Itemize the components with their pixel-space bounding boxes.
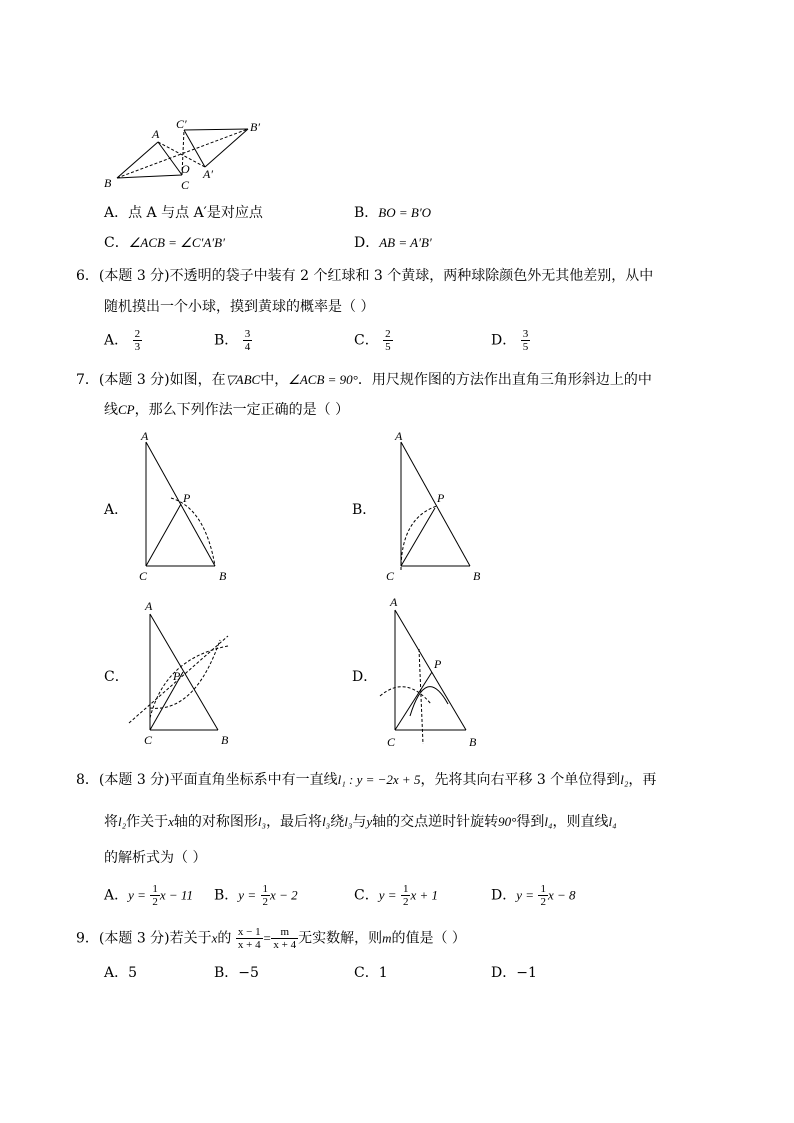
q5-label-Ap: A′ — [203, 167, 213, 181]
q7-stem-part3: ．用尺规作图的方法作出直角三角形斜边上的中 — [357, 372, 652, 388]
q9-option-c — [354, 963, 388, 983]
q7b-arc — [401, 506, 437, 570]
q8-stem-part12: ，则直线 — [552, 814, 609, 830]
q6-option-a-fraction — [133, 328, 143, 353]
q8-stem-part7: ，最后将 — [266, 814, 323, 830]
q9-option-a-label: A． — [104, 965, 129, 981]
q8-option-b-pre: y = — [238, 887, 257, 903]
q5-seg-BpAp — [205, 129, 248, 167]
q8-option-b-post: x − 2 — [270, 887, 298, 903]
q9-option-d — [491, 963, 537, 983]
q9-var-m: m — [382, 930, 392, 946]
q5-option-d-math: AB = A′B′ — [379, 235, 432, 250]
q8-stem-line3: 的解析式为（ ） — [104, 850, 207, 866]
q9-var-x: x — [211, 930, 218, 946]
q5-seg-CpBp — [184, 129, 248, 130]
q7-stem-line2 — [104, 400, 349, 420]
q8-option-c-pre: y = — [378, 887, 397, 903]
q6-option-a-den: 3 — [134, 341, 141, 353]
q5-option-a: A．点 A 与点 A′是对应点 — [104, 205, 263, 221]
q5-option-c-label: C． — [104, 235, 129, 251]
q8-line-l3-ref: l₃ — [322, 814, 331, 829]
q8-option-d-pre: y = — [516, 887, 535, 903]
q8-option-a-fraction — [150, 883, 160, 908]
q5-option-b-math: BO = B′O — [378, 205, 432, 220]
q8-option-b-num: 1 — [262, 883, 269, 895]
q5-label-C: C — [181, 178, 190, 192]
q8-option-b-fraction — [261, 883, 271, 908]
q7c-arc-1 — [150, 646, 228, 718]
q8-option-d-label: D． — [491, 887, 517, 904]
q8-option-d — [491, 883, 576, 908]
q9-option-c-label: C． — [354, 965, 379, 981]
q8-option-c-post: x + 1 — [410, 887, 439, 903]
q8-stem-part9: 与 — [352, 814, 367, 830]
q8-option-b — [214, 883, 298, 908]
q7c-label-A: A — [145, 599, 153, 613]
q9-option-b — [214, 963, 259, 983]
q5-option-c-math: ∠ACB = ∠C′A′B′ — [128, 235, 225, 250]
q7d-seg-CP — [395, 672, 432, 730]
q7b-label-P: P — [437, 491, 445, 505]
q8-option-d-post: x − 8 — [547, 887, 576, 903]
q8-option-a-num: 1 — [152, 883, 158, 895]
q8-line-l1: l₁ : y = −2x + 5 — [337, 772, 421, 787]
q9-option-b-label: B． — [214, 965, 239, 981]
q7b-label-C: C — [386, 569, 395, 583]
q9-option-c-value: 1 — [378, 965, 388, 981]
q7-angle: ∠ACB = 90° — [288, 372, 358, 387]
q7d-label-A: A — [390, 595, 398, 609]
q5-option-c — [104, 233, 225, 253]
q9-stem-part1: 9．(本题 3 分)若关于 — [76, 930, 212, 947]
q7a-label-B: B — [219, 569, 227, 583]
q7-figure-b — [385, 428, 485, 588]
q8-option-a — [104, 883, 193, 908]
q8-stem-part1: 8．(本题 3 分)平面直角坐标系中有一直线 — [76, 772, 338, 788]
q7b-label-A: A — [395, 429, 403, 443]
q9-option-a-value: 5 — [128, 965, 138, 981]
q8-option-b-label: B． — [214, 887, 239, 904]
q7b-label-B: B — [473, 569, 481, 583]
q6-option-d-den: 5 — [522, 341, 529, 353]
q9-fraction-right-num: m — [271, 926, 298, 939]
q8-option-c-label: C． — [354, 887, 379, 904]
q7-figure-d — [376, 594, 491, 754]
q8-line-l2-ref: l₂ — [118, 814, 127, 829]
q8-option-a-label: A． — [104, 887, 129, 904]
q7a-seg-CP — [146, 504, 181, 566]
q9-stem-part4: 的值是（ ） — [391, 930, 466, 947]
q8-option-b-den: 2 — [262, 896, 269, 908]
q6-option-b — [214, 328, 252, 353]
q6-option-c-fraction — [383, 328, 393, 353]
q7-stem-part1: 7．(本题 3 分)如图，在 — [76, 372, 226, 388]
q8-option-d-den: 2 — [540, 896, 546, 908]
q9-fraction-left-num: x − 1 — [237, 926, 261, 938]
q7d-seg-AB — [395, 610, 466, 730]
q8-y-axis: y — [366, 814, 373, 829]
q5-label-A: A — [152, 127, 160, 141]
q7a-label-A: A — [141, 429, 149, 443]
q8-line-l2: l₂ — [620, 772, 629, 787]
q6-stem-line2: 随机摸出一个小球，摸到黄球的概率是（ ） — [104, 299, 375, 315]
q7a-label-C: C — [139, 569, 148, 583]
q7-stem-line1 — [76, 370, 652, 390]
q9-fraction-right-den: x + 4 — [273, 939, 297, 951]
q9-fraction-left-den: x + 4 — [237, 939, 261, 951]
q9-option-d-value: −1 — [516, 965, 537, 981]
q6-option-b-num: 3 — [244, 328, 251, 340]
q7-option-c-label: C． — [104, 669, 129, 685]
q8-stem-part8: 绕 — [330, 814, 345, 830]
q9-fraction-left — [236, 926, 263, 951]
q5-seg-BC — [117, 175, 182, 178]
q6-option-a — [104, 328, 142, 353]
q7-stem-part4: 线 — [104, 402, 118, 418]
q8-stem-line1 — [76, 770, 656, 790]
q9-stem-part3: 无实数解，则 — [298, 930, 383, 947]
q8-option-d-fraction — [538, 883, 548, 908]
q7-option-a-label: A． — [104, 502, 129, 518]
q6-option-b-fraction — [243, 328, 253, 353]
q7-stem-part5: ，那么下列作法一定正确的是（ ） — [134, 402, 350, 418]
q6-option-c-num: 2 — [385, 328, 391, 340]
q7d-label-P: P — [434, 657, 442, 671]
q8-stem-part4: 将 — [104, 814, 118, 830]
q5-label-Cp: C′ — [176, 117, 187, 131]
q6-option-d-fraction — [521, 328, 531, 353]
q6-option-c-den: 5 — [385, 341, 391, 353]
q7c-label-B: B — [221, 733, 229, 747]
q5-figure — [100, 115, 280, 195]
q6-option-c — [354, 328, 393, 353]
q5-option-d — [354, 233, 432, 253]
q5-label-Bp: B′ — [250, 120, 260, 134]
q8-option-c-den: 2 — [402, 896, 409, 908]
q8-line-l3-ref2: l₃ — [344, 814, 353, 829]
q7c-label-C: C — [144, 733, 153, 747]
q6-option-a-label: A． — [104, 332, 129, 349]
q8-x-axis: x — [168, 814, 174, 829]
q8-option-d-num: 1 — [540, 883, 546, 895]
q7d-label-C: C — [387, 735, 396, 749]
q8-option-c-num: 1 — [402, 883, 409, 895]
q7-figure-c — [125, 598, 240, 748]
q9-option-d-label: D． — [491, 965, 517, 981]
q9-option-a — [104, 963, 137, 983]
q6-option-d-label: D． — [491, 332, 517, 349]
q9-fraction-right — [271, 926, 298, 951]
q8-line-l4: l₄ — [544, 814, 553, 829]
q8-stem-part3: ，再 — [628, 772, 657, 788]
q8-stem-part6: 轴的对称图形 — [173, 814, 258, 830]
q6-option-d — [491, 328, 530, 353]
q7a-arc — [171, 498, 215, 566]
q8-stem-part10: 轴的交点逆时针旋转 — [372, 814, 499, 830]
q6-option-c-label: C． — [354, 332, 379, 349]
q5-label-O: O — [181, 162, 190, 176]
q8-option-c — [354, 883, 438, 908]
q6-option-b-den: 4 — [244, 341, 251, 353]
q8-stem-line2 — [104, 812, 617, 832]
q8-degree: 90° — [498, 814, 517, 829]
q6-option-b-label: B． — [214, 332, 239, 349]
q9-stem-part2: 的 — [217, 930, 232, 947]
q7c-label-P: P — [173, 669, 181, 683]
q5-option-b — [354, 203, 431, 223]
q8-stem-part5: 作关于 — [126, 814, 169, 830]
q7-option-d-label: D． — [352, 669, 378, 685]
q7-option-b-label: B． — [352, 502, 377, 518]
q7-segment-cp: CP — [118, 402, 135, 417]
q9-equals: = — [262, 930, 272, 946]
q7-triangle-name: ▽ABC — [225, 372, 261, 387]
q9-stem — [76, 926, 466, 951]
q8-option-a-post: x − 11 — [159, 887, 193, 903]
q7d-label-B: B — [469, 735, 477, 749]
q8-line-l3: l₃ — [257, 814, 267, 829]
q5-option-b-label: B． — [354, 205, 379, 221]
q5-option-d-label: D． — [354, 235, 380, 251]
q8-option-a-pre: y = — [128, 887, 146, 903]
q9-option-b-value: −5 — [238, 965, 259, 981]
q8-stem-part11: 得到 — [516, 814, 545, 830]
q8-line-l4-ref: l₄ — [608, 814, 617, 829]
q7-figure-a — [135, 428, 235, 588]
q5-seg-BA — [117, 142, 158, 178]
q8-option-a-den: 2 — [152, 896, 158, 908]
q6-stem-line1: 6．(本题 3 分)不透明的袋子中装有 2 个红球和 3 个黄球，两种球除颜色外无其他差别，从中 — [76, 268, 654, 284]
q7-stem-part2: 中， — [260, 372, 289, 388]
q7b-seg-CP — [401, 508, 435, 566]
q6-option-d-num: 3 — [522, 328, 529, 340]
q8-stem-part2: ，先将其向右平移 3 个单位得到 — [420, 772, 621, 788]
q7a-label-P: P — [183, 491, 191, 505]
q6-option-a-num: 2 — [134, 328, 141, 340]
q5-label-B: B — [104, 176, 112, 190]
